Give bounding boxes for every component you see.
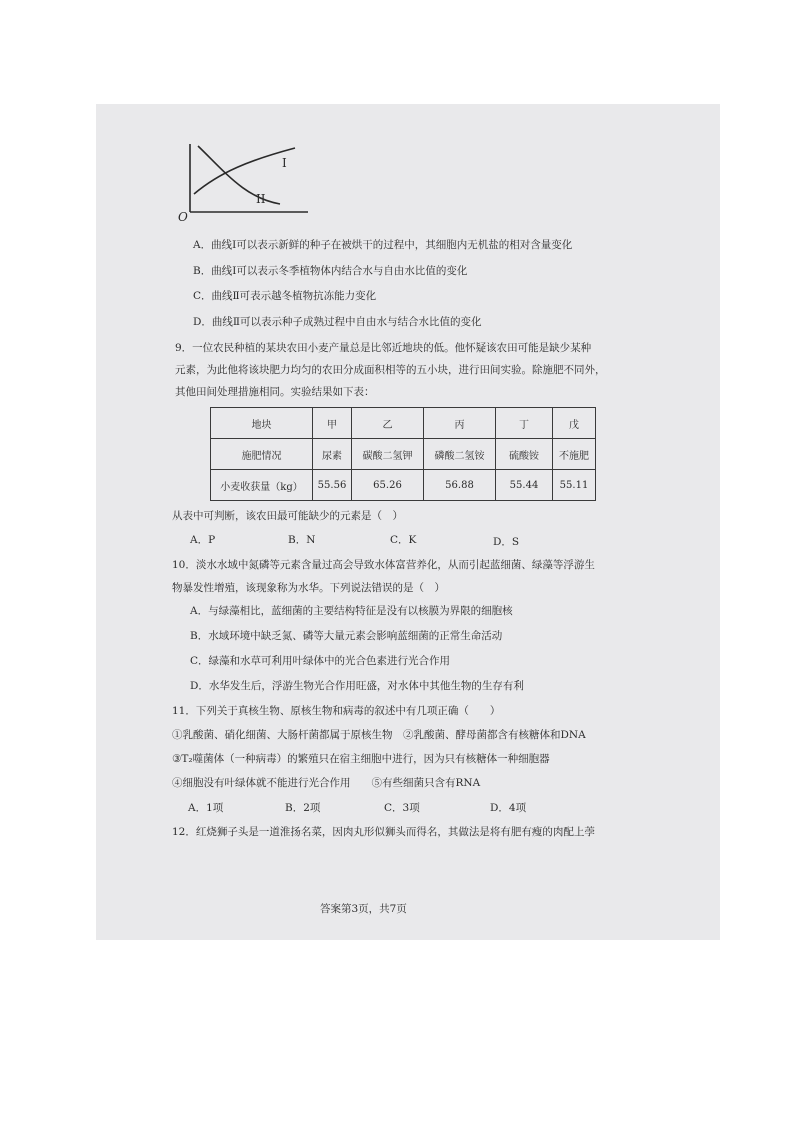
q12-stem: 12．红烧狮子头是一道淮扬名菜，因肉丸形似狮头而得名，其做法是将有肥有瘦的肉配上荸 — [172, 826, 595, 838]
table-cell: 地块 — [211, 408, 313, 439]
q11-option-c: C．3项 — [384, 802, 420, 814]
table-cell: 65.26 — [352, 470, 424, 501]
q9-question: 从表中可判断，该农田最可能缺少的元素是（ ） — [172, 510, 403, 522]
q11-statement-3: ③T₂噬菌体（一种病毒）的繁殖只在宿主细胞中进行，因为只有核糖体一种细胞器 — [172, 753, 550, 765]
q9-option-a: A．P — [190, 534, 216, 546]
q11-option-a: A．1项 — [188, 802, 224, 814]
curve-2-label: II — [256, 192, 266, 206]
q8-option-a: A．曲线Ⅰ可以表示新鲜的种子在被烘干的过程中，其细胞内无机盐的相对含量变化 — [193, 239, 573, 251]
q11-statement-1-2: ①乳酸菌、硝化细菌、大肠杆菌都属于原核生物 ②乳酸菌、酵母菌都含有核糖体和DNA — [172, 729, 586, 741]
table-cell: 55.56 — [313, 470, 352, 501]
curve-1-label: I — [282, 156, 287, 170]
q10-stem-line2: 物暴发性增殖，该现象称为水华。下列说法错误的是（ ） — [172, 582, 445, 594]
q9-stem-line1: 9．一位农民种植的某块农田小麦产量总是比邻近地块的低。他怀疑该农田可能是缺少某种 — [175, 342, 592, 354]
table-cell: 磷酸二氢铵 — [424, 439, 496, 470]
q9-stem-line2: 元素，为此他将该块肥力均匀的农田分成面积相等的五小块，进行田间实验。除施肥不同外， — [175, 364, 606, 376]
q10-option-c: C．绿藻和水草可利用叶绿体中的光合色素进行光合作用 — [190, 655, 451, 667]
curve-graph-svg — [170, 132, 315, 224]
q9-option-c: C．K — [390, 534, 417, 546]
q9-option-d: D．S — [493, 536, 520, 548]
table-cell: 硫酸铵 — [496, 439, 553, 470]
table-row — [211, 439, 596, 470]
q10-stem-line1: 10．淡水水域中氮磷等元素含量过高会导致水体富营养化，从而引起蓝细菌、绿藻等浮游生 — [172, 559, 595, 571]
q8-option-b: B．曲线Ⅰ可以表示冬季植物体内结合水与自由水比值的变化 — [193, 265, 468, 277]
curve-2 — [198, 146, 280, 204]
origin-label: O — [178, 210, 188, 224]
table-row — [211, 408, 596, 439]
q9-results-table — [210, 407, 596, 501]
q9-stem-line3: 其他田间处理措施相同。实验结果如下表： — [175, 386, 375, 398]
table-cell: 丙 — [424, 408, 496, 439]
q11-option-b: B．2项 — [285, 802, 321, 814]
table-cell: 戊 — [553, 408, 596, 439]
table-cell: 小麦收获量（kg） — [211, 470, 313, 501]
q10-option-a: A．与绿藻相比，蓝细菌的主要结构特征是没有以核膜为界限的细胞核 — [190, 605, 513, 617]
table-row — [211, 470, 596, 501]
table-cell: 55.44 — [496, 470, 553, 501]
q8-option-d: D．曲线Ⅱ可以表示种子成熟过程中自由水与结合水比值的变化 — [193, 316, 482, 328]
q8-option-c: C．曲线Ⅱ可表示越冬植物抗冻能力变化 — [193, 290, 377, 302]
table-cell: 碳酸二氢钾 — [352, 439, 424, 470]
table-cell: 尿素 — [313, 439, 352, 470]
table-cell: 施肥情况 — [211, 439, 313, 470]
curve-graph — [170, 132, 315, 224]
q10-option-d: D．水华发生后，浮游生物光合作用旺盛，对水体中其他生物的生存有利 — [190, 680, 524, 692]
table-cell: 乙 — [352, 408, 424, 439]
table-cell: 丁 — [496, 408, 553, 439]
table-cell: 55.11 — [553, 470, 596, 501]
q11-option-d: D．4项 — [490, 802, 527, 814]
q9-option-b: B．N — [288, 534, 316, 546]
page-footer: 答案第3页，共7页 — [320, 903, 407, 915]
table-cell: 甲 — [313, 408, 352, 439]
table-cell: 不施肥 — [553, 439, 596, 470]
curve-1 — [194, 148, 295, 194]
q10-option-b: B．水域环境中缺乏氮、磷等大量元素会影响蓝细菌的正常生命活动 — [190, 630, 503, 642]
q11-statement-4-5: ④细胞没有叶绿体就不能进行光合作用 ⑤有些细菌只含有RNA — [172, 777, 481, 789]
table-cell: 56.88 — [424, 470, 496, 501]
q11-stem: 11．下列关于真核生物、原核生物和病毒的叙述中有几项正确（ ） — [172, 705, 501, 717]
